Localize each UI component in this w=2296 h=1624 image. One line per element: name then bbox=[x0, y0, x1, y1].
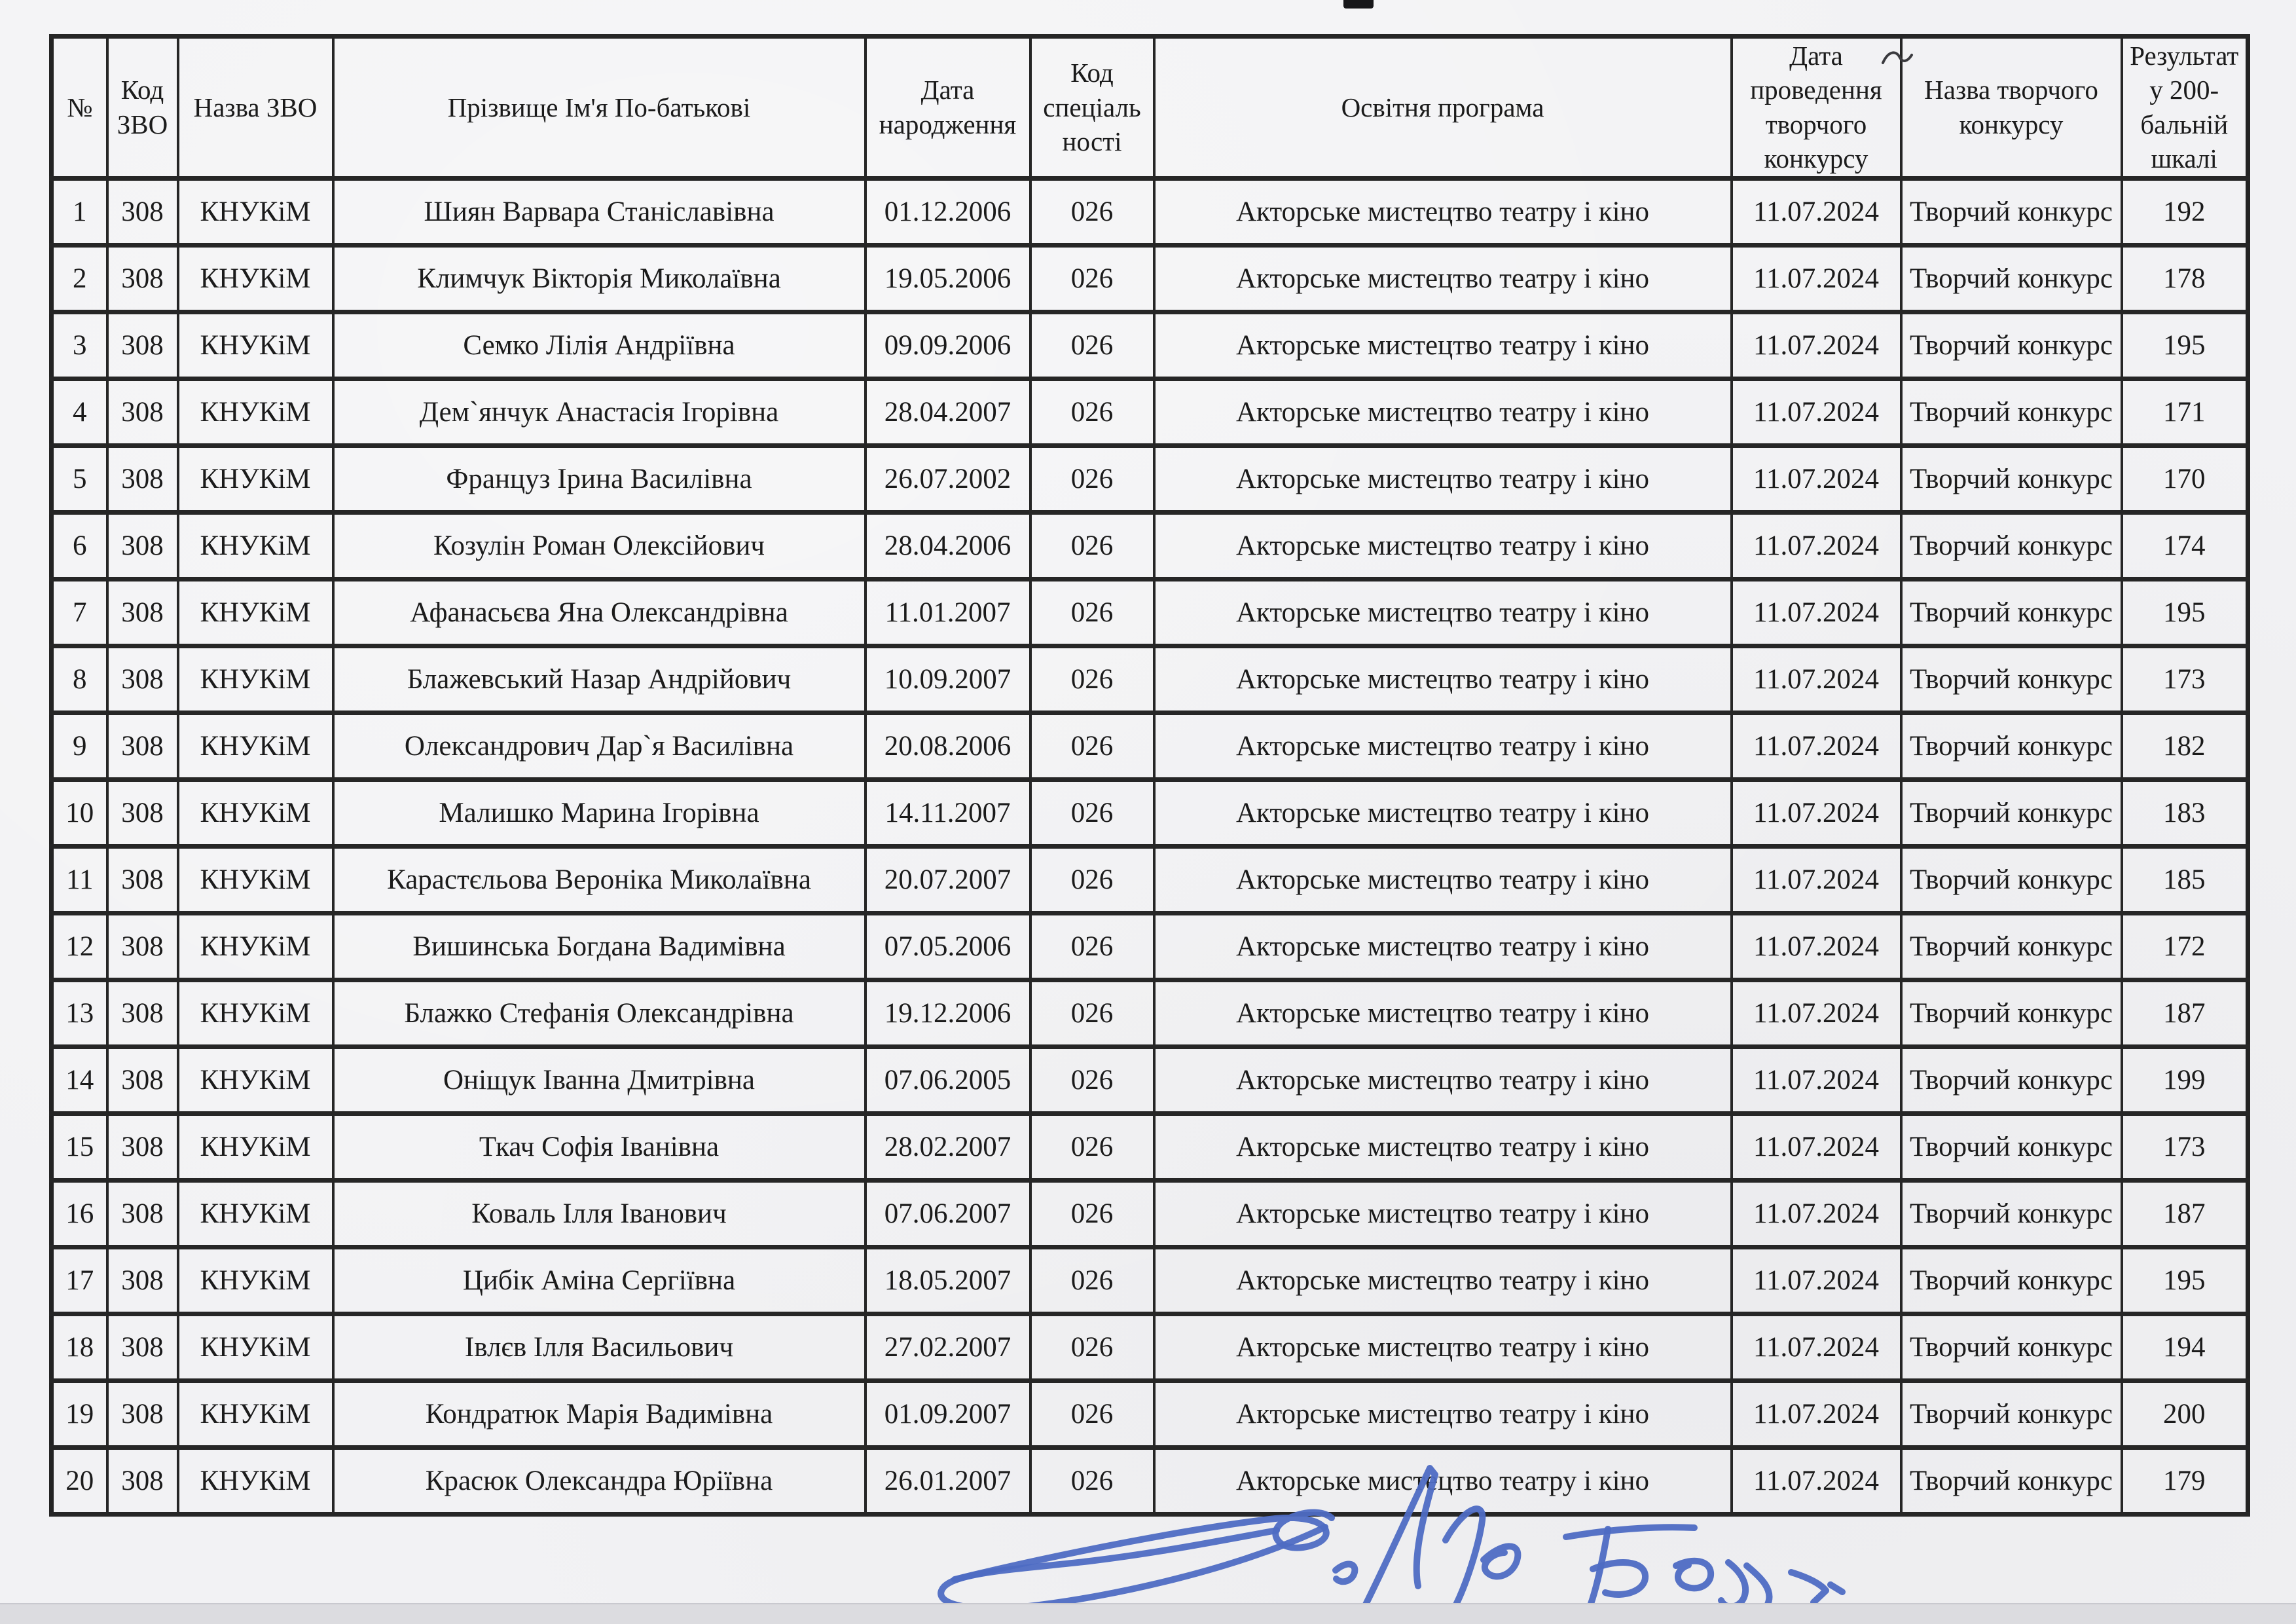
table-row bbox=[52, 245, 2248, 312]
cell-birth_date: 28.04.2007 bbox=[866, 378, 1030, 445]
cell-score: 200 bbox=[2122, 1380, 2248, 1447]
cell-contest_date: 11.07.2024 bbox=[1732, 779, 1901, 846]
cell-contest_date: 11.07.2024 bbox=[1732, 1180, 1901, 1247]
cell-num: 2 bbox=[52, 245, 107, 312]
cell-spec_code: 026 bbox=[1030, 245, 1154, 312]
table-row bbox=[52, 980, 2248, 1046]
cell-program: Акторське мистецтво театру і кіно bbox=[1154, 445, 1732, 512]
table-row bbox=[52, 312, 2248, 378]
header-program: Освітня програма bbox=[1154, 37, 1732, 179]
cell-pib: Блажко Стефанія Олександрівна bbox=[333, 980, 866, 1046]
cell-birth_date: 18.05.2007 bbox=[866, 1247, 1030, 1314]
table-row bbox=[52, 178, 2248, 245]
table-row bbox=[52, 378, 2248, 445]
cell-spec_code: 026 bbox=[1030, 512, 1154, 579]
cell-kod_zvo: 308 bbox=[107, 378, 178, 445]
cell-num: 18 bbox=[52, 1314, 107, 1380]
cell-kod_zvo: 308 bbox=[107, 178, 178, 245]
cell-nazva_zvo: КНУКіМ bbox=[178, 646, 333, 712]
table-row bbox=[52, 1180, 2248, 1247]
cell-num: 7 bbox=[52, 579, 107, 646]
cell-spec_code: 026 bbox=[1030, 178, 1154, 245]
cell-birth_date: 28.04.2006 bbox=[866, 512, 1030, 579]
cell-pib: Коваль Ілля Іванович bbox=[333, 1180, 866, 1247]
cell-kod_zvo: 308 bbox=[107, 312, 178, 378]
cell-contest_date: 11.07.2024 bbox=[1732, 1447, 1901, 1514]
cell-birth_date: 10.09.2007 bbox=[866, 646, 1030, 712]
cell-birth_date: 19.05.2006 bbox=[866, 245, 1030, 312]
table-header-row bbox=[52, 37, 2248, 179]
header-contest-date: Дата проведення творчого конкурсу bbox=[1732, 37, 1901, 179]
cell-spec_code: 026 bbox=[1030, 980, 1154, 1046]
cell-spec_code: 026 bbox=[1030, 1046, 1154, 1113]
cell-score: 187 bbox=[2122, 980, 2248, 1046]
cell-contest_date: 11.07.2024 bbox=[1732, 712, 1901, 779]
cell-contest_name: Творчий конкурс bbox=[1901, 579, 2122, 646]
cell-score: 179 bbox=[2122, 1447, 2248, 1514]
header-spec-code: Код спеціаль ності bbox=[1030, 37, 1154, 179]
cell-nazva_zvo: КНУКіМ bbox=[178, 846, 333, 913]
cell-program: Акторське мистецтво театру і кіно bbox=[1154, 1314, 1732, 1380]
cell-program: Акторське мистецтво театру і кіно bbox=[1154, 178, 1732, 245]
cell-kod_zvo: 308 bbox=[107, 1046, 178, 1113]
cell-score: 192 bbox=[2122, 178, 2248, 245]
cell-birth_date: 07.06.2007 bbox=[866, 1180, 1030, 1247]
cell-contest_date: 11.07.2024 bbox=[1732, 1046, 1901, 1113]
cell-spec_code: 026 bbox=[1030, 846, 1154, 913]
cell-kod_zvo: 308 bbox=[107, 846, 178, 913]
cell-pib: Вишинська Богдана Вадимівна bbox=[333, 913, 866, 980]
cell-spec_code: 026 bbox=[1030, 378, 1154, 445]
cell-birth_date: 27.02.2007 bbox=[866, 1314, 1030, 1380]
cell-num: 10 bbox=[52, 779, 107, 846]
cell-pib: Івлєв Ілля Васильович bbox=[333, 1314, 866, 1380]
cell-contest_date: 11.07.2024 bbox=[1732, 245, 1901, 312]
table-row bbox=[52, 1314, 2248, 1380]
cell-nazva_zvo: КНУКіМ bbox=[178, 913, 333, 980]
cell-contest_date: 11.07.2024 bbox=[1732, 1314, 1901, 1380]
cell-score: 173 bbox=[2122, 646, 2248, 712]
cell-contest_name: Творчий конкурс bbox=[1901, 378, 2122, 445]
cell-num: 5 bbox=[52, 445, 107, 512]
table-row bbox=[52, 445, 2248, 512]
cell-score: 183 bbox=[2122, 779, 2248, 846]
cell-contest_date: 11.07.2024 bbox=[1732, 312, 1901, 378]
cell-spec_code: 026 bbox=[1030, 779, 1154, 846]
cell-nazva_zvo: КНУКіМ bbox=[178, 445, 333, 512]
cell-birth_date: 11.01.2007 bbox=[866, 579, 1030, 646]
cell-pib: Карастєльова Вероніка Миколаївна bbox=[333, 846, 866, 913]
cell-kod_zvo: 308 bbox=[107, 245, 178, 312]
cell-spec_code: 026 bbox=[1030, 1314, 1154, 1380]
cell-kod_zvo: 308 bbox=[107, 1180, 178, 1247]
cell-num: 13 bbox=[52, 980, 107, 1046]
cell-num: 6 bbox=[52, 512, 107, 579]
cell-score: 195 bbox=[2122, 312, 2248, 378]
cell-birth_date: 01.09.2007 bbox=[866, 1380, 1030, 1447]
cell-contest_name: Творчий конкурс bbox=[1901, 1180, 2122, 1247]
cell-contest_date: 11.07.2024 bbox=[1732, 579, 1901, 646]
cell-contest_date: 11.07.2024 bbox=[1732, 913, 1901, 980]
cell-kod_zvo: 308 bbox=[107, 712, 178, 779]
cell-pib: Блажевський Назар Андрійович bbox=[333, 646, 866, 712]
cell-birth_date: 20.07.2007 bbox=[866, 846, 1030, 913]
cell-contest_date: 11.07.2024 bbox=[1732, 980, 1901, 1046]
cell-birth_date: 09.09.2006 bbox=[866, 312, 1030, 378]
cell-birth_date: 20.08.2006 bbox=[866, 712, 1030, 779]
header-score: Результат у 200- бальній шкалі bbox=[2122, 37, 2248, 179]
cell-num: 17 bbox=[52, 1247, 107, 1314]
cell-pib: Малишко Марина Ігорівна bbox=[333, 779, 866, 846]
cell-pib: Оніщук Іванна Дмитрівна bbox=[333, 1046, 866, 1113]
cell-program: Акторське мистецтво театру і кіно bbox=[1154, 779, 1732, 846]
cell-spec_code: 026 bbox=[1030, 913, 1154, 980]
cell-pib: Ткач Софія Іванівна bbox=[333, 1113, 866, 1180]
cell-nazva_zvo: КНУКіМ bbox=[178, 245, 333, 312]
cell-birth_date: 26.07.2002 bbox=[866, 445, 1030, 512]
cell-contest_date: 11.07.2024 bbox=[1732, 846, 1901, 913]
cell-contest_name: Творчий конкурс bbox=[1901, 712, 2122, 779]
header-nazva-zvo: Назва ЗВО bbox=[178, 37, 333, 179]
table-row bbox=[52, 579, 2248, 646]
cell-nazva_zvo: КНУКіМ bbox=[178, 312, 333, 378]
table-row bbox=[52, 1247, 2248, 1314]
cell-spec_code: 026 bbox=[1030, 1113, 1154, 1180]
cell-birth_date: 28.02.2007 bbox=[866, 1113, 1030, 1180]
cell-num: 14 bbox=[52, 1046, 107, 1113]
cell-contest_name: Творчий конкурс bbox=[1901, 1113, 2122, 1180]
cell-nazva_zvo: КНУКіМ bbox=[178, 1113, 333, 1180]
cell-spec_code: 026 bbox=[1030, 1380, 1154, 1447]
cell-contest_date: 11.07.2024 bbox=[1732, 1113, 1901, 1180]
cell-contest_name: Творчий конкурс bbox=[1901, 913, 2122, 980]
cell-contest_name: Творчий конкурс bbox=[1901, 1447, 2122, 1514]
cell-nazva_zvo: КНУКіМ bbox=[178, 1180, 333, 1247]
cell-program: Акторське мистецтво театру і кіно bbox=[1154, 1046, 1732, 1113]
cell-contest_name: Творчий конкурс bbox=[1901, 512, 2122, 579]
cell-spec_code: 026 bbox=[1030, 712, 1154, 779]
cell-kod_zvo: 308 bbox=[107, 1113, 178, 1180]
cell-pib: Кондратюк Марія Вадимівна bbox=[333, 1380, 866, 1447]
cell-kod_zvo: 308 bbox=[107, 1380, 178, 1447]
table-body bbox=[52, 178, 2248, 1514]
cell-score: 170 bbox=[2122, 445, 2248, 512]
header-contest-name: Назва творчого конкурсу bbox=[1901, 37, 2122, 179]
cell-program: Акторське мистецтво театру і кіно bbox=[1154, 312, 1732, 378]
cell-num: 19 bbox=[52, 1380, 107, 1447]
cell-score: 195 bbox=[2122, 579, 2248, 646]
cell-pib: Климчук Вікторія Миколаївна bbox=[333, 245, 866, 312]
cell-spec_code: 026 bbox=[1030, 1447, 1154, 1514]
cell-contest_name: Творчий конкурс bbox=[1901, 445, 2122, 512]
table-row bbox=[52, 1447, 2248, 1514]
cell-pib: Дем`янчук Анастасія Ігорівна bbox=[333, 378, 866, 445]
cell-birth_date: 19.12.2006 bbox=[866, 980, 1030, 1046]
cell-score: 199 bbox=[2122, 1046, 2248, 1113]
cell-contest_name: Творчий конкурс bbox=[1901, 779, 2122, 846]
cell-num: 20 bbox=[52, 1447, 107, 1514]
cell-program: Акторське мистецтво театру і кіно bbox=[1154, 980, 1732, 1046]
cell-contest_name: Творчий конкурс bbox=[1901, 312, 2122, 378]
cell-contest_name: Творчий конкурс bbox=[1901, 1314, 2122, 1380]
cell-score: 173 bbox=[2122, 1113, 2248, 1180]
cell-contest_name: Творчий конкурс bbox=[1901, 178, 2122, 245]
table-row bbox=[52, 712, 2248, 779]
cell-nazva_zvo: КНУКіМ bbox=[178, 1314, 333, 1380]
cell-contest_date: 11.07.2024 bbox=[1732, 178, 1901, 245]
cell-contest_name: Творчий конкурс bbox=[1901, 1046, 2122, 1113]
admission-results-table bbox=[49, 34, 2250, 1517]
cell-num: 1 bbox=[52, 178, 107, 245]
cell-birth_date: 01.12.2006 bbox=[866, 178, 1030, 245]
cell-kod_zvo: 308 bbox=[107, 646, 178, 712]
cell-score: 194 bbox=[2122, 1314, 2248, 1380]
cell-num: 4 bbox=[52, 378, 107, 445]
cell-kod_zvo: 308 bbox=[107, 579, 178, 646]
cell-spec_code: 026 bbox=[1030, 445, 1154, 512]
header-pib: Прізвище Ім'я По-батькові bbox=[333, 37, 866, 179]
cell-nazva_zvo: КНУКіМ bbox=[178, 1447, 333, 1514]
table-row bbox=[52, 913, 2248, 980]
cell-spec_code: 026 bbox=[1030, 646, 1154, 712]
cell-nazva_zvo: КНУКіМ bbox=[178, 1380, 333, 1447]
scan-artifact-notch bbox=[1343, 0, 1374, 9]
cell-num: 15 bbox=[52, 1113, 107, 1180]
table-row bbox=[52, 1046, 2248, 1113]
cell-program: Акторське мистецтво театру і кіно bbox=[1154, 245, 1732, 312]
cell-contest_date: 11.07.2024 bbox=[1732, 1380, 1901, 1447]
cell-nazva_zvo: КНУКіМ bbox=[178, 712, 333, 779]
cell-program: Акторське мистецтво театру і кіно bbox=[1154, 1380, 1732, 1447]
cell-pib: Афанасьєва Яна Олександрівна bbox=[333, 579, 866, 646]
cell-contest_date: 11.07.2024 bbox=[1732, 1247, 1901, 1314]
cell-contest_name: Творчий конкурс bbox=[1901, 1380, 2122, 1447]
cell-program: Акторське мистецтво театру і кіно bbox=[1154, 1180, 1732, 1247]
cell-birth_date: 14.11.2007 bbox=[866, 779, 1030, 846]
cell-score: 174 bbox=[2122, 512, 2248, 579]
cell-spec_code: 026 bbox=[1030, 1247, 1154, 1314]
cell-birth_date: 07.05.2006 bbox=[866, 913, 1030, 980]
cell-contest_name: Творчий конкурс bbox=[1901, 980, 2122, 1046]
cell-spec_code: 026 bbox=[1030, 312, 1154, 378]
cell-num: 11 bbox=[52, 846, 107, 913]
cell-pib: Француз Ірина Василівна bbox=[333, 445, 866, 512]
cell-program: Акторське мистецтво театру і кіно bbox=[1154, 378, 1732, 445]
table-row bbox=[52, 1113, 2248, 1180]
cell-program: Акторське мистецтво театру і кіно bbox=[1154, 712, 1732, 779]
cell-nazva_zvo: КНУКіМ bbox=[178, 378, 333, 445]
cell-nazva_zvo: КНУКіМ bbox=[178, 1247, 333, 1314]
cell-num: 9 bbox=[52, 712, 107, 779]
cell-spec_code: 026 bbox=[1030, 1180, 1154, 1247]
header-birth-date: Дата народження bbox=[866, 37, 1030, 179]
cell-pib: Козулін Роман Олексійович bbox=[333, 512, 866, 579]
cell-score: 187 bbox=[2122, 1180, 2248, 1247]
cell-kod_zvo: 308 bbox=[107, 445, 178, 512]
cell-contest_name: Творчий конкурс bbox=[1901, 646, 2122, 712]
cell-kod_zvo: 308 bbox=[107, 913, 178, 980]
table-row bbox=[52, 779, 2248, 846]
cell-kod_zvo: 308 bbox=[107, 1447, 178, 1514]
cell-score: 171 bbox=[2122, 378, 2248, 445]
cell-birth_date: 26.01.2007 bbox=[866, 1447, 1030, 1514]
cell-contest_name: Творчий конкурс bbox=[1901, 245, 2122, 312]
cell-program: Акторське мистецтво театру і кіно bbox=[1154, 846, 1732, 913]
cell-nazva_zvo: КНУКіМ bbox=[178, 178, 333, 245]
table-row bbox=[52, 512, 2248, 579]
cell-kod_zvo: 308 bbox=[107, 779, 178, 846]
cell-program: Акторське мистецтво театру і кіно bbox=[1154, 579, 1732, 646]
cell-kod_zvo: 308 bbox=[107, 1314, 178, 1380]
cell-program: Акторське мистецтво театру і кіно bbox=[1154, 1113, 1732, 1180]
cell-birth_date: 07.06.2005 bbox=[866, 1046, 1030, 1113]
cell-num: 8 bbox=[52, 646, 107, 712]
cell-nazva_zvo: КНУКіМ bbox=[178, 779, 333, 846]
cell-nazva_zvo: КНУКіМ bbox=[178, 579, 333, 646]
cell-kod_zvo: 308 bbox=[107, 1247, 178, 1314]
cell-spec_code: 026 bbox=[1030, 579, 1154, 646]
table-row bbox=[52, 1380, 2248, 1447]
cell-pib: Цибік Аміна Сергіївна bbox=[333, 1247, 866, 1314]
cell-program: Акторське мистецтво театру і кіно bbox=[1154, 1447, 1732, 1514]
cell-contest_date: 11.07.2024 bbox=[1732, 512, 1901, 579]
cell-num: 12 bbox=[52, 913, 107, 980]
cell-contest_name: Творчий конкурс bbox=[1901, 1247, 2122, 1314]
header-num: № bbox=[52, 37, 107, 179]
scanner-edge-strip bbox=[0, 1603, 2296, 1624]
cell-program: Акторське мистецтво театру і кіно bbox=[1154, 1247, 1732, 1314]
pen-mark-artifact bbox=[1878, 43, 1917, 69]
cell-contest_date: 11.07.2024 bbox=[1732, 646, 1901, 712]
cell-program: Акторське мистецтво театру і кіно bbox=[1154, 512, 1732, 579]
cell-score: 182 bbox=[2122, 712, 2248, 779]
cell-contest_date: 11.07.2024 bbox=[1732, 378, 1901, 445]
cell-contest_name: Творчий конкурс bbox=[1901, 846, 2122, 913]
cell-nazva_zvo: КНУКіМ bbox=[178, 980, 333, 1046]
cell-pib: Семко Лілія Андріївна bbox=[333, 312, 866, 378]
cell-score: 178 bbox=[2122, 245, 2248, 312]
cell-program: Акторське мистецтво театру і кіно bbox=[1154, 646, 1732, 712]
cell-nazva_zvo: КНУКіМ bbox=[178, 1046, 333, 1113]
cell-kod_zvo: 308 bbox=[107, 980, 178, 1046]
cell-pib: Олександрович Дар`я Василівна bbox=[333, 712, 866, 779]
cell-num: 16 bbox=[52, 1180, 107, 1247]
cell-nazva_zvo: КНУКіМ bbox=[178, 512, 333, 579]
cell-num: 3 bbox=[52, 312, 107, 378]
cell-score: 195 bbox=[2122, 1247, 2248, 1314]
cell-score: 185 bbox=[2122, 846, 2248, 913]
table-row bbox=[52, 846, 2248, 913]
cell-contest_date: 11.07.2024 bbox=[1732, 445, 1901, 512]
cell-program: Акторське мистецтво театру і кіно bbox=[1154, 913, 1732, 980]
header-kod-zvo: Код ЗВО bbox=[107, 37, 178, 179]
cell-score: 172 bbox=[2122, 913, 2248, 980]
cell-pib: Красюк Олександра Юріївна bbox=[333, 1447, 866, 1514]
table-row bbox=[52, 646, 2248, 712]
cell-kod_zvo: 308 bbox=[107, 512, 178, 579]
cell-pib: Шиян Варвара Станіславівна bbox=[333, 178, 866, 245]
